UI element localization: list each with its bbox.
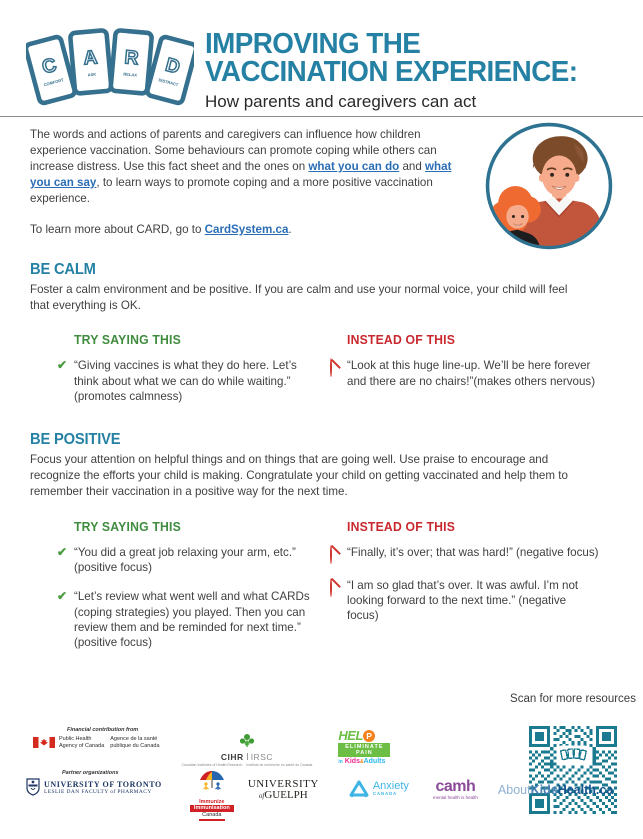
anxiety-canada-logo — [349, 780, 409, 798]
section-be-calm — [30, 261, 615, 404]
instead-item — [330, 358, 615, 389]
uoft-logo — [26, 770, 162, 796]
learn-more-paragraph — [30, 222, 454, 238]
university-of-guelph-logo: UNIVERSITY ofGUELPH — [247, 778, 319, 801]
try-item-text: “You did a great job relaxing your arm, etc.” (positive focus) — [74, 545, 296, 574]
cihr-subtext: Canadian Institutes of Health Research Instituts de recherche en santé du Canada — [181, 763, 313, 767]
anxiety-wordmark: Anxiety CANADA — [372, 780, 409, 797]
instead-item — [330, 578, 615, 624]
phac-logo — [33, 727, 160, 750]
svg-text:D: D — [163, 54, 183, 79]
try-item-text: “Let’s review what went well and what CARDs (coping strategies) you played. Then you can review them and be reminded for next time.” (positive focus) — [74, 590, 310, 650]
prohibited-icon — [330, 358, 347, 389]
parent-child-illustration — [485, 122, 613, 250]
immunize-canada-logo: Immunize Immunisation Canada — [190, 770, 234, 821]
section-description: Focus your attention on helpful things and on things that are going well. Use praise to encourage and recognize the efforts your child is making. Congratulate your child on getting vaccinated and help them to remember their vaccination in a positive way for the next time. — [30, 453, 568, 499]
try-item-text: “Giving vaccines is what they do here. Let’s think about what we can do while waiting.” (promotes calmness) — [74, 359, 297, 404]
prohibited-icon — [330, 578, 347, 624]
try-saying-this-heading: TRY SAYING THIS — [74, 518, 181, 534]
try-item — [57, 589, 330, 650]
aboutkidshealth-logo: AboutKidsHealth.ca — [497, 783, 614, 797]
page-title-line1: IMPROVING THE — [205, 28, 421, 60]
phac-english-name: Public Health Agency of Canada — [59, 736, 105, 749]
immunize-underline — [199, 819, 225, 821]
qr-card-badge — [558, 746, 588, 764]
uoft-crest-icon — [26, 778, 40, 796]
link-what-you-can-do[interactable]: what you can do — [308, 159, 400, 173]
svg-text:COMFORT: COMFORT — [43, 77, 65, 88]
try-item — [57, 358, 330, 404]
svg-text:A: A — [82, 47, 99, 70]
section-be-positive — [30, 431, 615, 650]
svg-text:C: C — [39, 54, 59, 79]
link-what-you-can-say[interactable]: what you can say — [30, 159, 452, 189]
svg-text:RELAX: RELAX — [123, 71, 138, 78]
help-p-icon: P — [363, 730, 375, 742]
instead-of-this-heading: INSTEAD OF THIS — [347, 332, 456, 348]
section-heading: BE CALM — [30, 261, 96, 278]
canada-flag-icon — [33, 737, 55, 748]
instead-item — [330, 545, 615, 564]
help-eliminate-pain-logo: HEL P ELIMINATE PAIN in Kids&Adults — [338, 729, 404, 765]
instead-item-text: “I am so glad that’s over. It was awful. I’m not looking forward to the next time.” (negative focus) — [347, 578, 579, 623]
instead-item-text: “Look at this huge line-up. We’ll be here forever and there are no chairs!”(makes others nervous) — [347, 359, 596, 388]
intro-block — [30, 127, 454, 238]
page-title-line2: VACCINATION EXPERIENCE: — [205, 56, 578, 88]
instead-of-this-heading: INSTEAD OF THIS — [347, 518, 456, 534]
card-cards-icon — [26, 22, 194, 118]
umbrella-icon — [197, 770, 227, 794]
intro-text: The words and actions of parents and caregivers can influence how children experience vaccination. Some behaviours can promote coping while others can increase distress. Use this fact sheet and the ones on — [30, 128, 437, 173]
svg-text:R: R — [123, 47, 140, 70]
section-heading: BE POSITIVE — [30, 431, 121, 448]
cihr-foliage-icon — [237, 733, 257, 747]
learn-more-text: To learn more about CARD, go to — [30, 222, 205, 236]
intro-text: and — [399, 159, 426, 173]
instead-item-text: “Finally, it’s over; that was hard!” (negative focus) — [347, 545, 599, 559]
intro-paragraph — [30, 127, 454, 207]
cihr-logo — [182, 733, 313, 767]
uoft-wordmark: UNIVERSITY OF TORONTO LESLIE DAN FACULTY of PHARMACY — [44, 779, 162, 795]
card-logo — [26, 22, 194, 118]
partner-organizations-label: Partner organizations — [62, 770, 119, 776]
try-column — [57, 518, 330, 651]
try-item — [57, 545, 330, 576]
checkmark-icon: ✔ — [57, 358, 68, 373]
learn-more-text: . — [288, 222, 292, 236]
svg-text:DISTRACT: DISTRACT — [157, 77, 179, 88]
checkmark-icon: ✔ — [57, 589, 68, 604]
funding-logos-row — [33, 727, 404, 767]
checkmark-icon: ✔ — [57, 544, 68, 559]
partner-logos-row — [26, 770, 613, 821]
financial-contribution-label: Financial contribution from — [67, 727, 139, 733]
try-column — [57, 331, 330, 404]
camh-logo: camh mental health is health — [432, 778, 478, 800]
scan-resources-label: Scan for more resources — [510, 693, 636, 705]
parent-child-icon — [485, 122, 613, 250]
header-divider — [0, 116, 643, 117]
intro-text: , to learn ways to promote coping and a more positive vaccination experience. — [30, 175, 433, 205]
svg-text:ASK: ASK — [87, 71, 97, 78]
prohibited-icon — [330, 545, 347, 564]
cihr-wordmark: CIHR IRSC — [220, 752, 273, 762]
phac-french-name: Agence de la santé publique du Canada — [110, 736, 160, 749]
instead-column — [330, 518, 615, 651]
section-description: Foster a calm environment and be positive. If you are calm and use your normal voice, your child will feel that everything is OK. — [30, 283, 568, 313]
link-cardsystem[interactable]: CardSystem.ca — [204, 222, 289, 236]
try-saying-this-heading: TRY SAYING THIS — [74, 332, 181, 348]
anxiety-triangle-icon — [349, 780, 369, 798]
page-subtitle: How parents and caregivers can act — [205, 92, 477, 111]
instead-column — [330, 331, 615, 404]
